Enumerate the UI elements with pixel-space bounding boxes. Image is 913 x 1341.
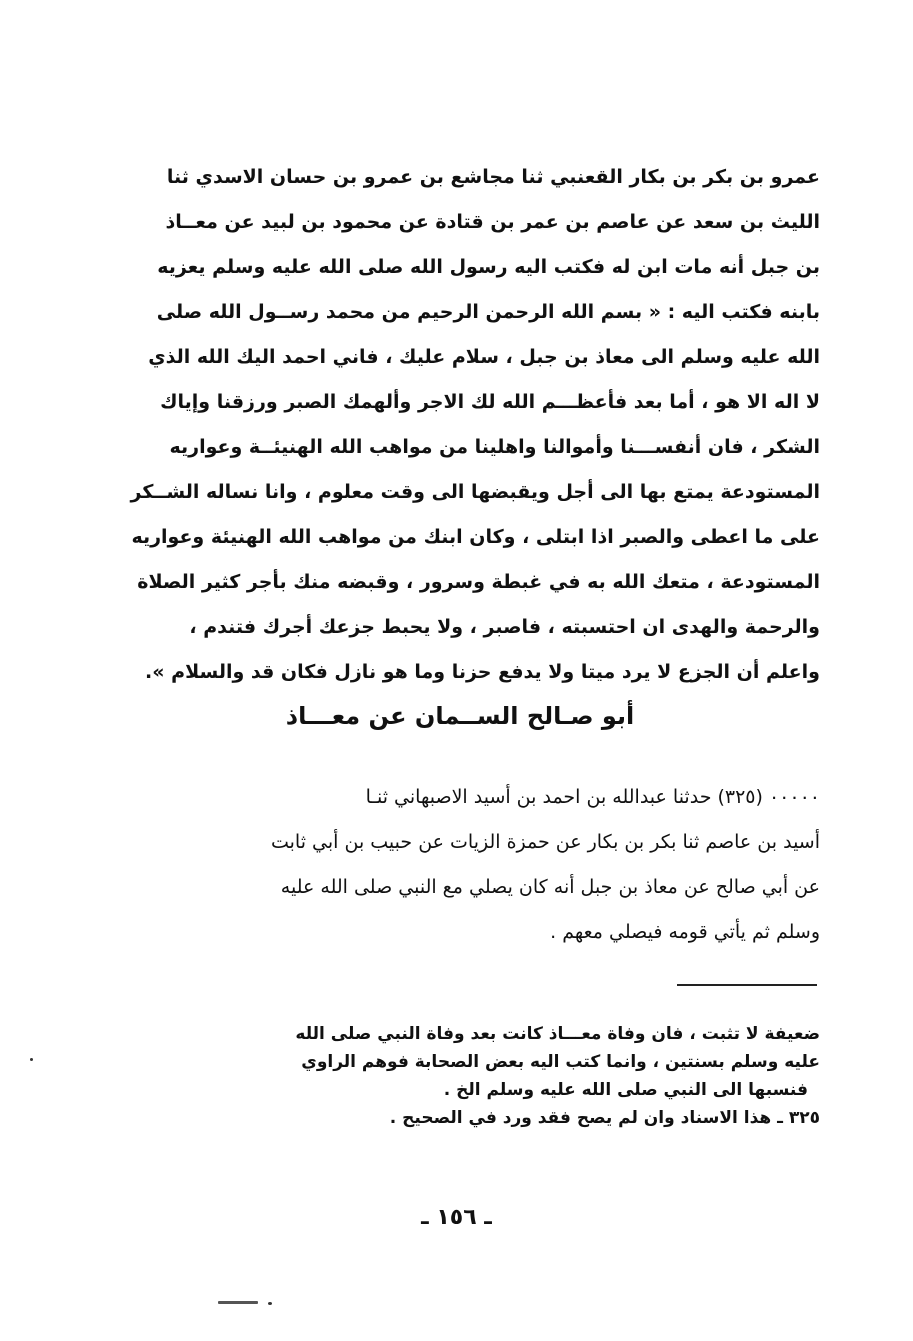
footnote-line: ضعيفة لا تثبت ، فان وفاة معـــاذ كانت بعد وفاة النبي صلى الله — [295, 1024, 820, 1044]
main-paragraph — [100, 155, 820, 695]
paragraph-line: وسلم ثم يأتي قومه فيصلي معهم . — [550, 921, 820, 943]
paragraph-line: على ما اعطى والصبر اذا ابتلى ، وكان ابنك من مواهب الله الهنيئة وعواريه — [131, 526, 820, 548]
section-heading: أبو صـالح الســمان عن معـــاذ — [285, 702, 635, 730]
paragraph-line: لا اله الا هو ، أما بعد فأعظـــم الله لك الاجر وألهمك الصبر ورزقنا وإياك — [160, 391, 820, 413]
paragraph-line: واعلم أن الجزع لا يرد ميتا ولا يدفع حزنا وما هو نازل فكان قد والسلام ». — [145, 661, 820, 683]
paragraph-line: والرحمة والهدى ان احتسبته ، فاصبر ، ولا يحبط جزعك أجرك فتندم ، — [189, 616, 820, 638]
paragraph-line: عن أبي صالح عن معاذ بن جبل أنه كان يصلي مع النبي صلى الله عليه — [280, 876, 820, 898]
paragraph-line: بن جبل أنه مات ابن له فكتب اليه رسول الله صلى الله عليه وسلم يعزيه — [157, 256, 820, 278]
scan-speck — [268, 1302, 272, 1305]
paragraph-line: الليث بن سعد عن عاصم بن عمر بن قتادة عن محمود بن لبيد عن معــاذ — [165, 211, 820, 233]
paragraph-line: بابنه فكتب اليه : « بسم الله الرحمن الرحيم من محمد رســول الله صلى — [156, 301, 820, 323]
footnote-line: ٣٢٥ ـ هذا الاسناد وان لم يصح فقد ورد في الصحيح . — [389, 1108, 820, 1128]
paragraph-line: الشكر ، فان أنفســـنا وأموالنا واهلينا من مواهب الله الهنيئــة وعواريه — [169, 436, 820, 458]
hadith-paragraph — [100, 775, 820, 955]
scan-speck — [30, 1058, 33, 1061]
paragraph-line: ٠٠٠٠٠ (٣٢٥) حدثنا عبدالله بن احمد بن أسيد الاصبهاني ثنـا — [365, 786, 820, 808]
paragraph-line: أسيد بن عاصم ثنا بكر بن بكار عن حمزة الزيات عن حبيب بن أبي ثابت — [270, 831, 820, 853]
page-number: ـ ١٥٦ ـ — [421, 1205, 492, 1230]
footnotes — [100, 1020, 820, 1132]
paragraph-line: المستودعة ، متعك الله به في غبطة وسرور ، وقبضه منك بأجر كثير الصلاة — [137, 571, 820, 593]
footnote-divider — [677, 984, 817, 986]
paragraph-line: عمرو بن بكر بن بكار القعنبي ثنا مجاشع بن عمرو بن حسان الاسدي ثنا — [166, 166, 820, 188]
scan-speck — [218, 1301, 258, 1304]
footnote-line: فنسبها الى النبي صلى الله عليه وسلم الخ . — [443, 1080, 808, 1100]
footnote-line: عليه وسلم بسنتين ، وانما كتب اليه بعض الصحابة فوهم الراوي — [301, 1052, 820, 1072]
paragraph-line: المستودعة يمتع بها الى أجل ويقبضها الى وقت معلوم ، وانا نساله الشــكر — [130, 481, 820, 503]
paragraph-line: الله عليه وسلم الى معاذ بن جبل ، سلام عليك ، فاني احمد اليك الله الذي — [148, 346, 820, 368]
